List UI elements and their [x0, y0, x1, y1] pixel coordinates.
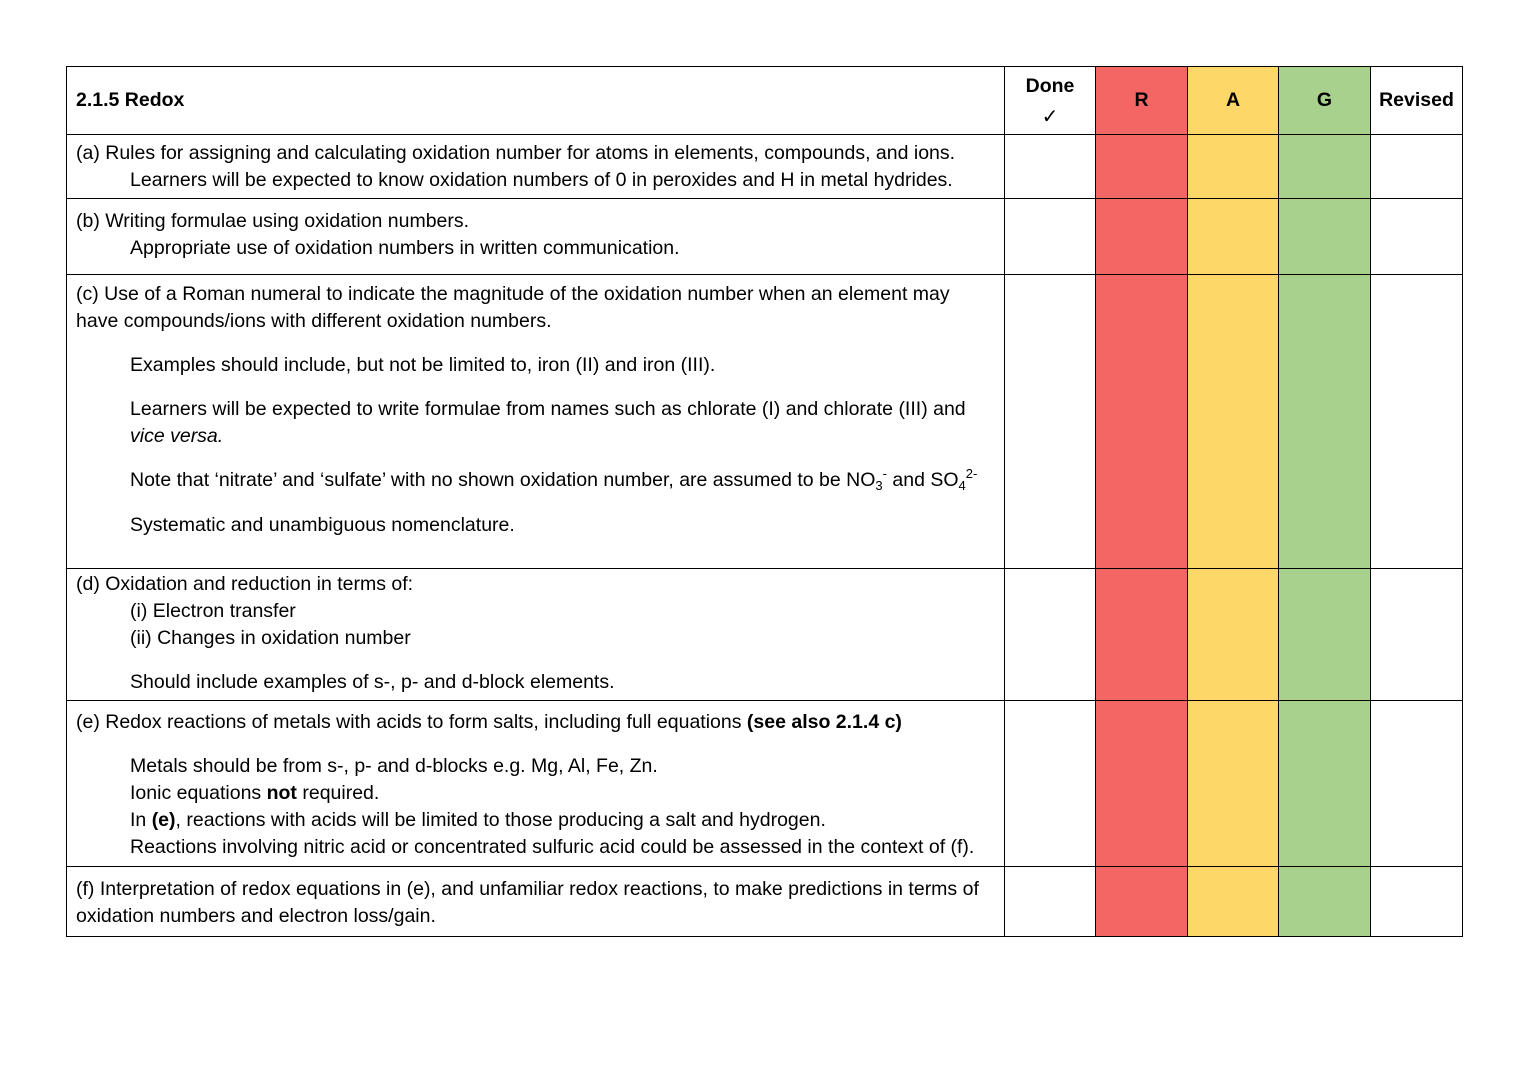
subscript: 3: [875, 478, 883, 493]
note-italic: vice versa.: [130, 425, 224, 447]
green-cell[interactable]: [1279, 867, 1371, 937]
checkmark-icon: ✓: [1041, 103, 1059, 128]
revised-cell[interactable]: [1371, 275, 1463, 569]
row-note: Learners will be expected to know oxidation numbers of 0 in peroxides and H in metal hydrides.: [130, 169, 953, 191]
done-cell[interactable]: [1005, 275, 1096, 569]
red-cell[interactable]: [1096, 199, 1188, 275]
note-bold: (e): [151, 809, 176, 831]
note-text: required.: [302, 782, 380, 804]
red-cell[interactable]: [1096, 701, 1188, 867]
row-title: (b) Writing formulae using oxidation numbers.: [76, 210, 470, 232]
done-cell[interactable]: [1005, 701, 1096, 867]
superscript: -: [882, 466, 887, 481]
row-note: [76, 807, 995, 834]
table-row: [67, 135, 1463, 199]
note-text: Learners will be expected to write formulae from names such as chlorate (I) and chlorate (III) and: [130, 398, 966, 420]
green-cell[interactable]: [1279, 275, 1371, 569]
green-header: G: [1279, 67, 1371, 135]
subscript: 4: [958, 478, 966, 493]
row-note: Metals should be from s-, p- and d-blocks e.g. Mg, Al, Fe, Zn.: [130, 755, 658, 777]
note-text: In: [130, 809, 147, 831]
green-cell[interactable]: [1279, 701, 1371, 867]
topic-cell-e: [67, 701, 1005, 867]
red-cell[interactable]: [1096, 275, 1188, 569]
superscript: 2-: [965, 466, 978, 481]
done-cell[interactable]: [1005, 569, 1096, 701]
amber-cell[interactable]: [1188, 135, 1279, 199]
title-text: (e) Redox reactions of metals with acids to form salts, including full equations: [76, 711, 742, 733]
row-note: Examples should include, but not be limited to, iron (II) and iron (III).: [130, 354, 716, 376]
revised-header: Revised: [1371, 67, 1463, 135]
amber-cell[interactable]: [1188, 569, 1279, 701]
row-note: Should include examples of s-, p- and d-block elements.: [130, 671, 615, 693]
red-cell[interactable]: [1096, 569, 1188, 701]
topic-cell-b: [67, 199, 1005, 275]
row-item: (i) Electron transfer: [130, 600, 296, 622]
table-row: [67, 867, 1463, 937]
topic-cell-d: [67, 569, 1005, 701]
row-note: [76, 780, 995, 807]
note-text: and SO: [886, 469, 959, 491]
revised-cell[interactable]: [1371, 199, 1463, 275]
table-row: [67, 701, 1463, 867]
row-title: (f) Interpretation of redox equations in (e), and unfamiliar redox reactions, to make predictions in terms of oxidation numbers and electron loss/gain.: [76, 878, 979, 927]
revised-cell[interactable]: [1371, 569, 1463, 701]
table-row: [67, 569, 1463, 701]
amber-cell[interactable]: [1188, 701, 1279, 867]
note-bold: not: [266, 782, 297, 804]
row-title: [76, 709, 995, 736]
amber-cell[interactable]: [1188, 275, 1279, 569]
amber-cell[interactable]: [1188, 867, 1279, 937]
done-cell[interactable]: [1005, 199, 1096, 275]
redox-checklist-table: [66, 66, 1463, 937]
note-text: Note that ‘nitrate’ and ‘sulfate’ with no shown oxidation number, are assumed to be NO: [130, 469, 876, 491]
done-cell[interactable]: [1005, 867, 1096, 937]
red-header: R: [1096, 67, 1188, 135]
red-cell[interactable]: [1096, 135, 1188, 199]
topic-header: 2.1.5 Redox: [67, 67, 1005, 135]
topic-cell-c: [67, 275, 1005, 569]
row-note: Reactions involving nitric acid or concentrated sulfuric acid could be assessed in the context of (f).: [130, 836, 975, 858]
amber-header: A: [1188, 67, 1279, 135]
amber-cell[interactable]: [1188, 199, 1279, 275]
row-title: (a) Rules for assigning and calculating oxidation number for atoms in elements, compounds, and ions.: [76, 142, 956, 164]
green-cell[interactable]: [1279, 569, 1371, 701]
table-row: [67, 199, 1463, 275]
row-note: [76, 396, 995, 450]
red-cell[interactable]: [1096, 867, 1188, 937]
row-note: [76, 467, 995, 495]
row-title: (d) Oxidation and reduction in terms of:: [76, 573, 414, 595]
topic-cell-a: [67, 135, 1005, 199]
title-bold: (see also 2.1.4 c): [746, 711, 902, 733]
green-cell[interactable]: [1279, 135, 1371, 199]
done-label: Done: [1025, 74, 1075, 97]
note-text: Ionic equations: [130, 782, 262, 804]
revised-cell[interactable]: [1371, 135, 1463, 199]
header-row: [67, 67, 1463, 135]
row-note: Systematic and unambiguous nomenclature.: [130, 514, 515, 536]
revised-cell[interactable]: [1371, 867, 1463, 937]
row-item: (ii) Changes in oxidation number: [130, 627, 411, 649]
done-cell[interactable]: [1005, 135, 1096, 199]
green-cell[interactable]: [1279, 199, 1371, 275]
done-header: [1005, 67, 1096, 135]
row-note: Appropriate use of oxidation numbers in written communication.: [130, 237, 680, 259]
note-text: , reactions with acids will be limited to those producing a salt and hydrogen.: [175, 809, 826, 831]
table-row: [67, 275, 1463, 569]
topic-cell-f: [67, 867, 1005, 937]
row-title: (c) Use of a Roman numeral to indicate the magnitude of the oxidation number when an element may have compounds/ions with different oxidation numbers.: [76, 283, 950, 332]
revised-cell[interactable]: [1371, 701, 1463, 867]
